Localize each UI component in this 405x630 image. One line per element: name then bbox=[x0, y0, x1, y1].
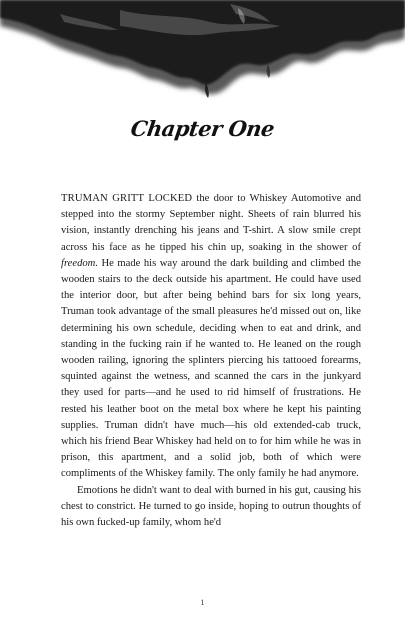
paragraph-2: Emotions he didn't want to deal with burned in his gut, causing his chest to constrict. He turned to go inside, hoping to outrun thoughts of his own fucked-up family, whom he'd bbox=[61, 484, 361, 529]
chapter-body bbox=[61, 191, 361, 531]
emphasis-freedom: freedom. bbox=[61, 257, 98, 269]
page-number: 1 bbox=[200, 598, 205, 607]
paragraph-1-text-a: the door to Whiskey Automotive and stepped into the stormy September night. Sheets of rain blurred his vision, instantly drenching his jeans and T-shirt. A slow smile crept across his face as he tipped his chin up, soaking in the shower of bbox=[61, 193, 361, 253]
chapter-title: Chapter One bbox=[129, 116, 276, 141]
paragraph-1 bbox=[61, 191, 361, 483]
paragraph-1-text-b: He made his way around the dark building and climbed the wooden stairs to the deck outside his apartment. He could have used the interior door, but after being behind bars for six long years, Truman took advantage of the small pleasures he'd missed out on, like determining his own schedule, deciding when to eat and drink, and standing in the fucking rain if he wanted to. He leaned on the rough wooden railing, ignoring the splinters piercing his tattooed forearms, squinted against the wetness, and scanned the cars in the junkyard they used for parts—and he used to rid himself of frustrations. He rested his leather boot on the metal box where he kept his painting supplies. Truman didn't have much—his old extended-cab truck, which his friend Bear Whiskey had held on to for him while he was in prison, this apartment, and a solid job, both of which were compliments of the Whiskey family. The only family he had anymore. bbox=[61, 257, 361, 480]
opening-caps: TRUMAN GRITT LOCKED bbox=[61, 193, 193, 204]
ink-wash-header-image bbox=[0, 0, 405, 100]
